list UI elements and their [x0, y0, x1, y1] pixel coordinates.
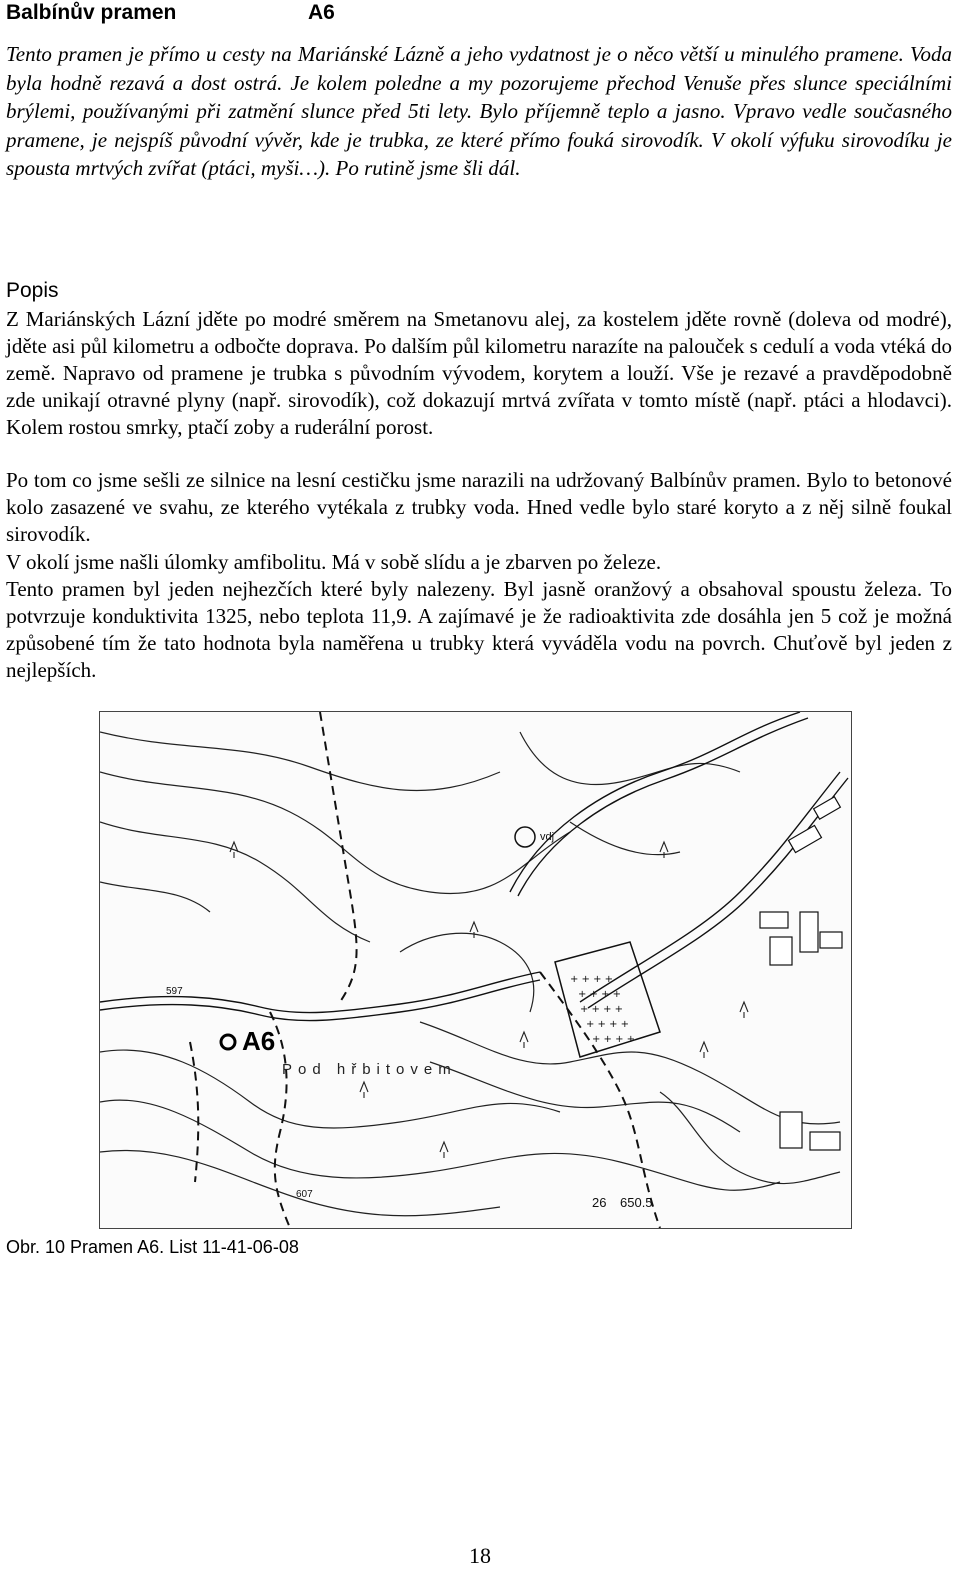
svg-text:+ + + +: + + + + — [586, 1019, 630, 1030]
description-paragraph-1: Z Mariánských Lázní jděte po modré směrem na Smetanovu alej, za kostelem jděte rovně (doleva od modré), jděte asi půl kilometru a odbočte doprava. Po dalším půl kilometru narazíte na palouček s cedulí a voda vtéká do země. Napravo od pramene je trubka s původním vývodem, korytem a louží. Vše je rezavé a pravděpodobně zde unikají otravné plyny (např. sirovodík), což dokazují mrtvá zvířata v tomto místě (např. ptáci a hlodavci). Kolem rostou smrky, ptačí zoby a ruderální porost. — [6, 307, 952, 439]
spring-map-label: A6 — [242, 1026, 276, 1056]
section-heading: Popis — [6, 279, 59, 302]
svg-text:+ + + +: + + + + — [580, 1004, 624, 1015]
map-drawing — [100, 712, 851, 1228]
page-number: 18 — [469, 1543, 491, 1568]
place-name-label: Pod hřbitovem — [282, 1061, 457, 1078]
spot-height-2: 607 — [296, 1189, 313, 1200]
spring-title: Balbínův pramen — [6, 1, 177, 24]
spot-height-1: 597 — [166, 986, 183, 997]
spot-height-3: 650.5 — [620, 1195, 653, 1210]
topographic-map — [99, 711, 852, 1229]
intro-paragraph: Tento pramen je přímo u cesty na Mariánské Lázně a jeho vydatnost je o něco větší u minulého pramene. Voda byla hodně rezavá a dost ostrá. Je kolem poledne a my pozorujeme přechod Venuše přes slunce speciálními brýlemi, používanými při zatmění slunce před 5ti lety. Bylo příjemně teplo a jasno. Vpravo vedle současného pramene, je nejspíš původní vývěr, kde je trubka, ze které přímo fouká sirovodík. V okolí výfuku sirovodíku je spousta mrtvých zvířat (ptáci, myši…). Po rutině jsme šli dál. — [6, 42, 952, 180]
figure-caption: Obr. 10 Pramen A6. List 11-41-06-08 — [6, 1237, 299, 1257]
spring-code: A6 — [308, 1, 335, 24]
spring-marker-text: vdj — [540, 831, 555, 843]
spring-location-marker — [221, 1035, 235, 1049]
svg-text:+ + + +: + + + + — [570, 974, 614, 985]
svg-text:+ + + +: + + + + — [578, 989, 622, 1000]
svg-text:+ + + +: + + + + — [592, 1034, 636, 1045]
grid-number: 26 — [592, 1195, 607, 1210]
description-paragraph-3: V okolí jsme našli úlomky amfibolitu. Má v sobě slídu a je zbarven po železe. — [6, 550, 662, 574]
description-paragraph-2: Po tom co jsme sešli ze silnice na lesní cestičku jsme narazili na udržovaný Balbínův pramen. Bylo to betonové kolo zasazené ve svahu, ze kterého vytékala z trubky voda. Hned vedle bylo staré koryto a z něj silně foukal sirovodík. — [6, 468, 952, 546]
description-paragraph-4: Tento pramen byl jeden nejhezčích které byly nalezeny. Byl jasně oranžový a obsahoval spoustu železa. To potvrzuje konduktivita 1325, nebo teplota 11,9. A zajímavé je že radioaktivita zde dosáhla jen 5 což je možná způsobené tím že tato hodnota byla naměřena u trubky která vyváděla vodu na povrch. Chuťově byl jeden z nejlepších. — [6, 577, 952, 682]
